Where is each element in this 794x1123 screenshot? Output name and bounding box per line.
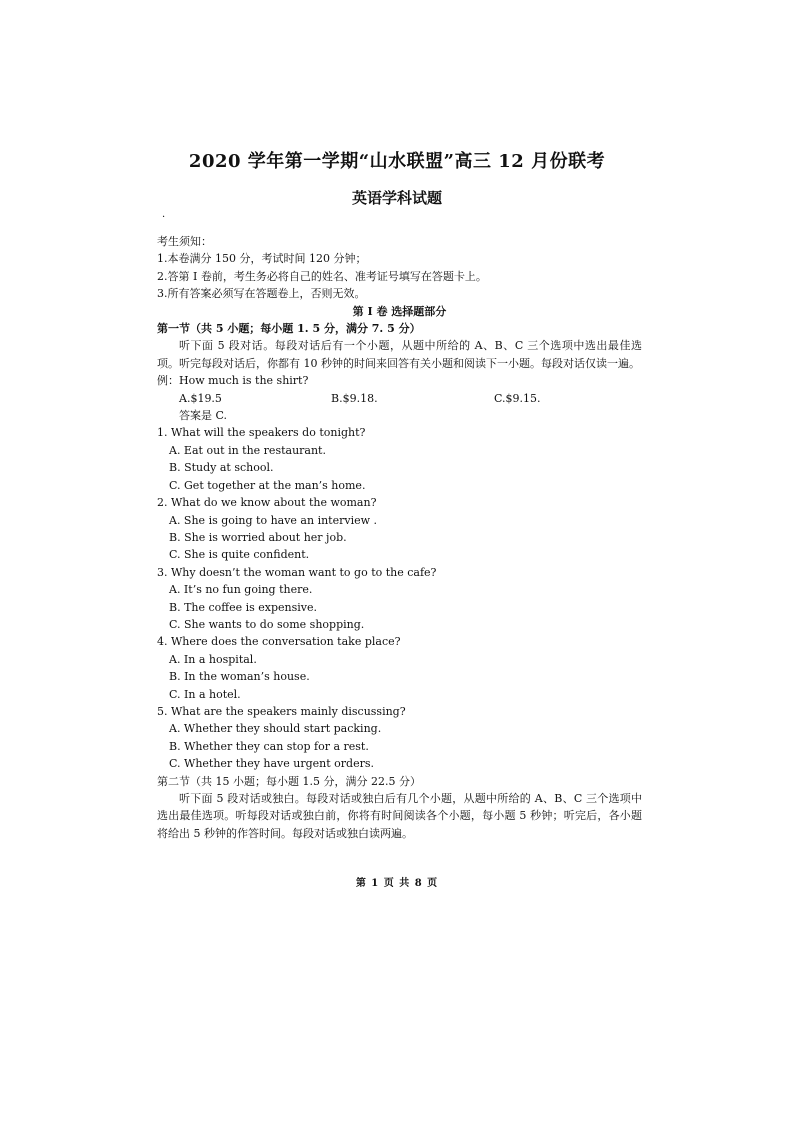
- example-option-c: C.$9.15.: [494, 391, 541, 405]
- notice-item: 3.所有答案必须写在答题卷上，否则无效。: [157, 287, 366, 301]
- example-option-a: A.$19.5: [179, 391, 222, 405]
- question-1-option-b: B. Study at school.: [169, 461, 274, 475]
- question-4: 4. Where does the conversation take place?: [157, 635, 401, 649]
- question-5-option-a: A. Whether they should start packing.: [169, 722, 382, 736]
- question-2-option-c: C. She is quite confident.: [169, 548, 310, 562]
- page-number: 第 1 页 共 8 页: [355, 878, 439, 889]
- question-2-option-a: A. She is going to have an interview .: [169, 513, 378, 527]
- stray-dot: ·: [162, 212, 166, 223]
- example-answer: 答案是 C.: [179, 409, 228, 423]
- question-3: 3. Why doesn’t the woman want to go to the cafe?: [157, 565, 437, 579]
- question-5-option-c: C. Whether they have urgent orders.: [169, 757, 375, 771]
- question-2: 2. What do we know about the woman?: [157, 496, 377, 510]
- exam-subtitle: 英语学科试题: [351, 189, 442, 207]
- section2-instructions: 听下面 5 段对话或独白。每段对话或独白后有几个小题，从题中所给的 A、B、C 三个选项中选出最佳选项。听每段对话或独白前，你将有时间阅读各个小题，每小题 5 秒钟；听完后，各小题将给出 5 秒钟的作答时间。每段对话或独白读两遍。: [157, 792, 642, 840]
- question-3-option-b: B. The coffee is expensive.: [169, 600, 318, 614]
- section1-instructions: 听下面 5 段对话。每段对话后有一个小题，从题中所给的 A、B、C 三个选项中选出最佳选项。听完每段对话后，你都有 10 秒钟的时间来回答有关小题和阅读下一小题。每段对话仅读一遍。: [157, 339, 642, 370]
- question-4-option-a: A. In a hospital.: [169, 652, 257, 666]
- question-4-option-c: C. In a hotel.: [169, 687, 241, 701]
- section1-heading: 第一节（共 5 小题；每小题 1. 5 分，满分 7. 5 分）: [157, 322, 421, 336]
- example-question: 例：How much is the shirt?: [157, 374, 309, 388]
- part1-heading: 第 I 卷 选择题部分: [352, 304, 447, 318]
- question-1-option-c: C. Get together at the man’s home.: [169, 478, 366, 492]
- question-2-option-b: B. She is worried about her job.: [169, 530, 347, 544]
- question-1-option-a: A. Eat out in the restaurant.: [169, 443, 326, 457]
- question-5-option-b: B. Whether they can stop for a rest.: [169, 739, 369, 753]
- exam-title: 2020 学年第一学期“山水联盟”高三 12 月份联考: [188, 151, 606, 172]
- question-3-option-a: A. It’s no fun going there.: [169, 583, 313, 597]
- notice-item: 1.本卷满分 150 分，考试时间 120 分钟；: [157, 252, 367, 266]
- section2-heading: 第二节（共 15 小题；每小题 1.5 分，满分 22.5 分）: [157, 774, 421, 788]
- question-3-option-c: C. She wants to do some shopping.: [169, 617, 365, 631]
- question-4-option-b: B. In the woman’s house.: [169, 670, 310, 684]
- question-1: 1. What will the speakers do tonight?: [157, 426, 366, 440]
- exam-body: [157, 233, 642, 842]
- question-5: 5. What are the speakers mainly discussing?: [157, 704, 406, 718]
- example-options: [157, 390, 642, 407]
- notice-heading: 考生须知：: [157, 235, 212, 248]
- example-option-b: B.$9.18.: [331, 391, 378, 405]
- notice-item: 2.答第 I 卷前，考生务必将自己的姓名、准考证号填写在答题卡上。: [157, 269, 487, 283]
